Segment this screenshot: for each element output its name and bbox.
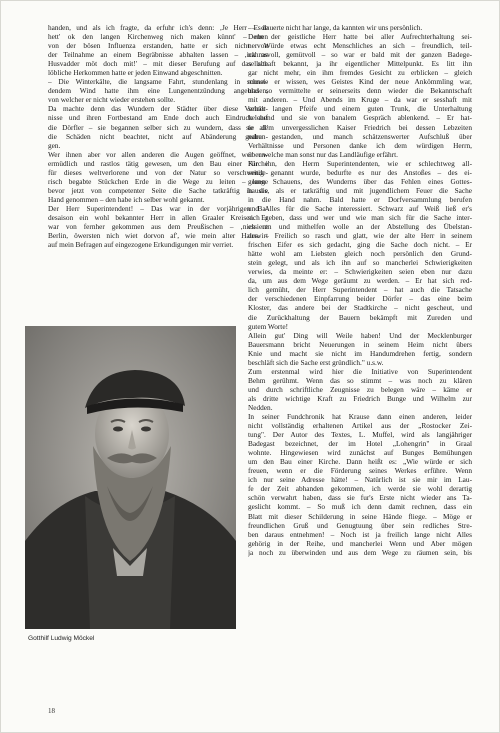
text-line: da, um aus dem Wege geräumt zu werden. – Er hat sich red- [248,276,472,286]
text-line: über welche man sonst nur das Landläufige erfährt. [248,149,398,159]
text-line: ben daraus entnehmen! – Noch ist ja freilich lange nicht Alles [248,529,472,539]
text-line: handen, und als ich fragte, da erfuhr ich's denn: ‚Je Herr – de [48,23,268,32]
text-line: schön verwahrt haben, dass sie fur's Erste nicht wieder ans Ta- [248,493,472,503]
text-line: wohnte. Hingewiesen wird zunächst auf Bunges Bemühungen [248,448,472,458]
text-line: Blatt mit dieser Schilderung in seine Hände fliege. – Möge er [248,511,472,521]
text-line: der Teilnahme an einem Begräbnisse abhalten lassen – ‚ick as [48,50,268,60]
text-line: sich geben, dass und wer und wie man sich für die Sache inter- [248,212,472,222]
text-line: geslicht kommt. – So muß ich denn damit rechnen, dass ein [248,502,472,512]
text-line: nicht vollständig erhaltenen Artikel aus der „Rostocker Zei- [248,421,472,431]
text-line: nisse und ihren Fortbestand am Ende doch auch Eindruck auf [48,113,268,123]
page-number: 18 [48,707,55,715]
text-line: risch begabte Stückchen Erde in die Wege zu leiten – lange [48,176,268,186]
text-line: Nedden. [248,402,273,412]
right-text-column [248,23,472,557]
text-line: Knie und macht sie nicht im Handumdrehen fertig, sondern [248,348,472,358]
text-line: löbliche Herkommen hatte er jeden Einwand abgeschnitten. [48,68,223,78]
text-line: seiner langen Pfeife und einem guten Trunk, die Unterhaltung [248,104,472,114]
text-line: gutem Worte! [248,321,289,331]
text-line: belebend und sie von banalem Gespräch ablenkend. – Er hat- [248,113,472,123]
text-line: und durch schriftliche Zeugnisse zu belegen wäre – käme er [248,384,472,394]
text-line: von der bösen Influenza erstanden, hatte er sich nicht von [48,41,268,51]
text-line: ermüdlich und rastlos tätig gewesen, um den Bau einer Kirche [48,158,268,168]
text-line: frischen Eifer es sich gedacht, ging die Sache doch nicht. – Er [248,240,472,250]
text-line: essieren und mithelfen wolle an der Abstellung des Übelstan- [248,222,472,232]
text-line: lich gemüht, der Herr Superintendent – hat auch die Tatsache [248,285,472,295]
text-line: des. – Freilich so rasch und glatt, wie der alte Herr in seinem [248,231,472,241]
text-line: die Schäden nicht beachtet, nicht auf Abänderung gedrun- [48,131,268,141]
photo-caption: Gotthilf Ludwig Möckel [28,635,95,642]
text-line: der verschiedenen Einpfarrung beider Dörfer – das eine beim [248,294,472,304]
text-line: ich nur seine Adresse hätte! – Natürlich ist sie mir im Lau- [248,475,472,485]
text-line: und so vermittelte er seinerseits denn wieder die Bekanntschaft [248,86,472,96]
text-line: die Dörfler – sie begannen selber sich zu wundern, dass sie all' [48,122,268,132]
text-line: Denn der geistliche Herr hatte bei aller Aufrechterhaltung sei- [248,32,472,42]
text-line: für dieses weltverlorene und von der Natur so verschwende- [48,167,268,177]
text-line: Badegast bezeichnet, der im Hotel „Lohengrin" in Graal [248,439,472,449]
text-line: Behm gerühmt. Wenn das so stimmt – was noch zu klären [248,375,472,385]
text-line: Allein gut' Ding will Weile haben! Und der Mecklenburger [248,330,472,340]
text-line: Husvadder möt doch mit!' – mit dieser Berufung auf das alte [48,59,268,69]
text-line: desaison ein wohl bekannter Herr in allen Graaler Kreisen. Er [48,212,268,222]
text-line: Zum erstenmal wird hier die Initiative von Superintendent [248,366,472,376]
text-line: te dem unvergesslichen Kaiser Friedrich bei dessen Lebzeiten [248,122,472,132]
text-line: Für ihn, den Herrn Superintendenten, wie er schlechtweg all- [248,158,472,168]
text-line: und Alles für die Sache interessiert. Schwarz auf Weiß ließ er's [248,203,472,213]
text-line: Wer ihnen aber vor allen anderen die Augen geöffnet, wer un- [48,149,268,159]
text-line: war von fernher gekommen aus dem Preußischen – ‚nich ut [48,222,268,232]
text-line: nahe gestanden, und manch schätzenswerter Aufschluß über [248,131,472,141]
text-line: musste er wissen, wes Geistes Kind der neue Ankömmling war, [248,77,472,87]
text-line: Der Herr Superintendent! – Das war in der vorjährigen Ba- [48,203,268,213]
text-line: freuen, wenn er die Förderung seines Werkes erführe. Wenn [248,466,472,476]
portrait-photo [25,326,236,629]
portrait-image [25,326,236,629]
text-line: – Die Winterkälte, die langsame Fahrt, stundenlang in schnei- [48,77,268,87]
text-line: in die Hand nahm. Bald hatte er Dorfversammlung berufen [248,194,472,204]
left-text-column [48,23,268,249]
text-line: als dritte wichtige Kraft zu Friedrich Bunge und Wilhelm zur [248,393,472,403]
text-line: genen Schauens, des Wunderns über das Fehlen eines Gottes- [248,176,472,186]
text-line: fe der Zeit abhanden gekommen, ich werde sie wohl derartig [248,484,472,494]
text-line: ja noch zu überwinden und aus dem Wege zu räumen sein, bis [248,547,472,557]
text-line: Kloster, das andere bei der Stadtkirche – nicht gescheut, und [248,303,472,313]
text-line: sellschaft bekannt, ja ihr eigentlicher Mittelpunkt. Es litt ihn [248,59,472,69]
text-line: auf mein Befragen auf eingezogene Erkundigungen mir verriet. [48,240,234,250]
text-line: Da machte denn das Wundern der Städter über diese Verhält- [48,104,268,114]
text-line: Bauersmann bricht Neuerungen in seinem Heim nicht übers [248,339,472,349]
text-line: ner Würde etwas echt Menschliches an sich – freundlich, teil- [248,41,472,51]
text-line: die Zurückhaltung der Bauern bekämpft mit Zureden und [248,312,472,322]
text-line: gehörig in der Reihe, und mancherlei Wenn und Aber mögen [248,538,472,548]
text-line: nahmsvoll, gemütvoll – so war er bald mit der ganzen Badege- [248,50,472,60]
text-line: freundlichen Gruß und Genugtuung über sein redliches Stre- [248,520,472,530]
text-line: dendem Wind hatte ihm eine Lungenentzündung angeblasen, [48,86,268,96]
text-line: gar nicht mehr, ein ihm fremdes Gesicht zu erblicken – gleich [248,68,472,78]
text-line: tung". Der Autor des Textes, L. Muffel, wird als langjähriger [248,430,472,440]
text-line: gen. [48,140,61,150]
text-line: hett' ok den langen Kirchenweg nich maken künnt' – eben [48,32,268,42]
text-line: beschläft sich die Sache erst gründlich." u.s.w. [248,357,384,367]
text-line: hauses, als er tatkräftig und mit jugendlichem Feuer die Sache [248,185,472,195]
text-line: seitig genannt wurde, bedurfte es nur des Anstoßes – des ei- [248,167,472,177]
text-line: Berlin, öwersten nich wiet dorvon af', wie mein alter Hauswirt [48,231,268,241]
text-line: um den Bau einer Kirche. Dann heißt es: „Wie würde er sich [248,457,472,467]
text-line: Verhältnisse und Personen danke ich dem würdigen Herrn, [248,140,472,150]
text-line: bevor jetzt von competenter Seite die Sache tatkräftig in die [48,185,268,195]
text-line: stein gelegt, und als ich ihn auf so mancherlei Schwierigkeiten [248,258,472,268]
text-line: von welcher er nicht wieder erstehen sollte. [48,95,176,105]
text-line: In seiner Fundchronik hat Krause dann einen anderen, leider [248,412,472,422]
text-line: hätte wohl am Liebsten gleich noch persönlich den Grund- [248,249,472,259]
text-line: – Es dauerte nicht har lange, da kannten wir uns persönlich. [248,23,423,32]
text-line: Hand genommen – den habe ich selber wohl gekannt. [48,194,205,204]
text-line: mit anderen. – Und Abends im Kruge – da war er sesshaft mit [248,95,472,105]
text-line: verwies, da meinte er: – Schwierigkeiten seien eben nur dazu [248,267,472,277]
